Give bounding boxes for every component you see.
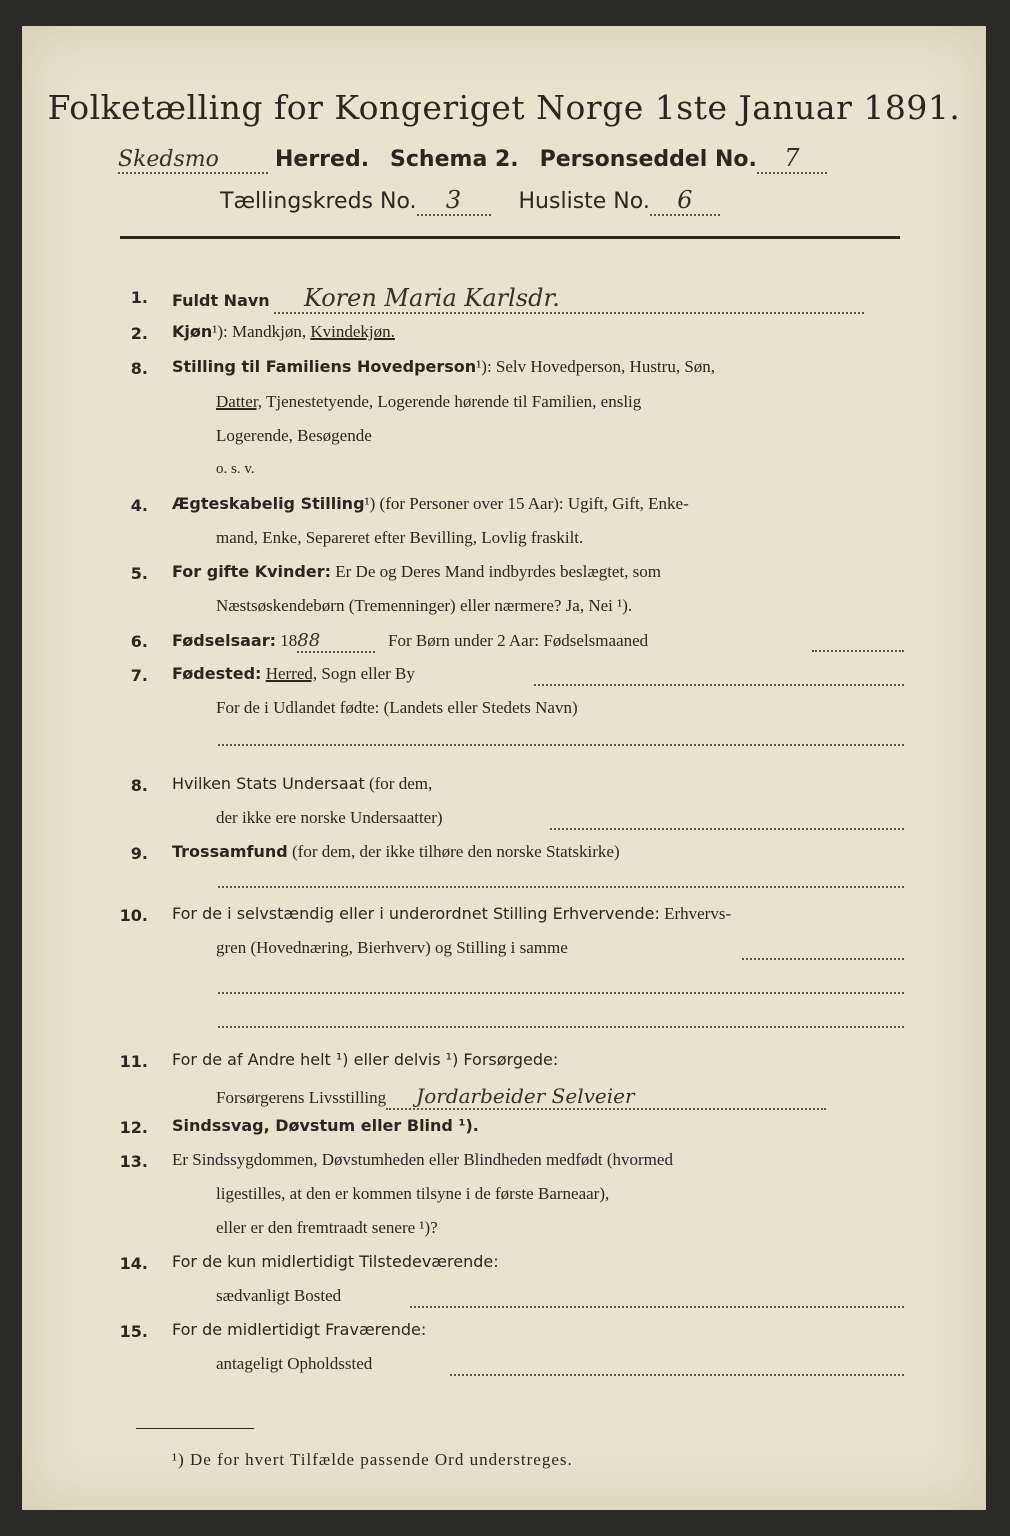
q11-label: For de af Andre helt ¹) eller delvis ¹) Forsørgede: (172, 1050, 559, 1069)
q6-year-prefix: 18 (276, 631, 298, 650)
q3-line-4: o. s. v. (216, 461, 255, 477)
q5-line-2: Næstsøskendebørn (Tremenninger) eller nærmere? Ja, Nei ¹). (216, 596, 633, 615)
personseddel-value: 7 (757, 144, 827, 174)
q5-line1-text: Er De og Deres Mand indbyrdes beslægtet, som (331, 562, 662, 581)
q8-field (550, 828, 904, 830)
q1-row (172, 284, 864, 314)
kreds-label: Tællingskreds No. (220, 189, 417, 214)
q12-number: 12. (119, 1118, 148, 1137)
q10-field-2 (218, 992, 904, 994)
q8-line-1 (172, 774, 432, 794)
q3-number: 8. (130, 359, 148, 378)
q2-selected-option: Kvindekjøn. (310, 322, 395, 341)
q8-line-2: der ikke ere norske Undersaatter) (216, 808, 443, 827)
q6-month-field (812, 650, 904, 652)
q14-number: 14. (119, 1254, 148, 1273)
q15-number: 15. (119, 1322, 148, 1341)
q7-rest: Sogn eller By (317, 664, 415, 683)
census-form-sheet (22, 26, 986, 1510)
q6-number: 6. (130, 632, 148, 651)
q11-line-1 (172, 1050, 558, 1070)
q5-number: 5. (130, 564, 148, 583)
q2-row (172, 322, 395, 342)
q6-row (172, 630, 648, 653)
q4-number: 4. (130, 496, 148, 515)
q14-line-1 (172, 1252, 499, 1272)
q13-line-3: eller er den fremtraadt senere ¹)? (216, 1218, 438, 1237)
q5-line-1 (172, 562, 661, 582)
q6-year-value: 88 (297, 630, 375, 653)
header-line-1 (118, 144, 827, 174)
q12-label: Sindssvag, Døvstum eller Blind ¹). (172, 1116, 479, 1135)
q7-number: 7. (130, 666, 148, 685)
q14-line-2: sædvanligt Bosted (216, 1286, 342, 1305)
q10-line-1 (172, 904, 731, 924)
q3-line-2 (216, 392, 641, 412)
q11-line2-label: Forsørgerens Livsstilling (216, 1088, 387, 1107)
q10-line1b: Erhvervs- (659, 904, 732, 923)
kreds-value: 3 (417, 186, 491, 216)
q8-number: 8. (130, 776, 148, 795)
q15-line-1 (172, 1320, 426, 1340)
q3-line-1 (172, 357, 715, 377)
q11-line-2 (216, 1084, 826, 1110)
q15-line-2: antageligt Opholdssted (216, 1354, 373, 1373)
q13-line-2: ligestilles, at den er kommen tilsyne i de første Barneaar), (216, 1184, 610, 1203)
form-title: Folketælling for Kongeriget Norge 1ste Januar 1891. (47, 88, 961, 127)
q14-label: For de kun midlertidigt Tilstedeværende: (172, 1252, 499, 1271)
husliste-label: Husliste No. (518, 189, 650, 214)
q10-number: 10. (119, 906, 148, 925)
q9-number: 9. (130, 844, 148, 863)
schema-label: Schema 2. (390, 147, 519, 172)
q1-number: 1. (130, 288, 148, 307)
q15-label: For de midlertidigt Fraværende: (172, 1320, 427, 1339)
q10-line-2: gren (Hovednæring, Bierhverv) og Stilling i samme (216, 938, 568, 957)
q4-line1-text: ¹) (for Personer over 15 Aar): Ugift, Gift, Enke- (364, 494, 689, 513)
husliste-value: 6 (650, 186, 720, 216)
q3-label: Stilling til Familiens Hovedperson (172, 357, 477, 376)
header-rule (120, 236, 900, 239)
q11-number: 11. (119, 1052, 148, 1071)
q5-label: For gifte Kvinder: (172, 562, 331, 581)
q7-line-1 (172, 664, 415, 684)
q6-rest: For Børn under 2 Aar: Fødselsmaaned (388, 631, 649, 650)
q7-foreign-field (218, 744, 904, 746)
q3-line-3: Logerende, Besøgende (216, 426, 372, 445)
q6-label: Fødselsaar: (172, 631, 276, 650)
q3-selected-option: Datter, (216, 392, 263, 411)
q3-line2-text: Tjenestetyende, Logerende hørende til Familien, enslig (262, 392, 642, 411)
q1-name-value: Koren Maria Karlsdr. (274, 284, 864, 314)
personseddel-label: Personseddel No. (539, 147, 757, 172)
q1-label: Fuldt Navn (172, 291, 270, 310)
q4-line-1 (172, 494, 689, 514)
q2-options: ¹): Mandkjøn, (212, 322, 311, 341)
q10-field-1 (742, 958, 904, 960)
q3-line1-text: ¹): Selv Hovedperson, Hustru, Søn, (476, 357, 716, 376)
q13-number: 13. (119, 1152, 148, 1171)
q13-line-1: Er Sindssygdommen, Døvstumheden eller Blindheden medfødt (hvormed (172, 1150, 673, 1169)
q2-label: Kjøn (172, 322, 213, 341)
q7-selected-option: Herred, (265, 664, 318, 683)
q9-field (218, 886, 904, 888)
q7-line-2: For de i Udlandet fødte: (Landets eller Stedets Navn) (216, 698, 578, 717)
herred-value: Skedsmo (118, 147, 268, 174)
q12-row (172, 1116, 479, 1136)
q14-field (410, 1306, 904, 1308)
header-line-2 (220, 186, 720, 216)
q9-label: Trossamfund (172, 842, 288, 861)
herred-label: Herred. (275, 147, 370, 172)
q2-number: 2. (130, 324, 148, 343)
q10-field-3 (218, 1026, 904, 1028)
q8-line1-text: (for dem, (364, 774, 433, 793)
q4-line-2: mand, Enke, Separeret efter Bevilling, Lovlig fraskilt. (216, 528, 584, 547)
q8-label: Hvilken Stats Undersaat (172, 774, 365, 793)
q15-field (450, 1374, 904, 1376)
footnote: ¹) De for hvert Tilfælde passende Ord understreges. (172, 1450, 573, 1469)
q9-line1-text: (for dem, der ikke tilhøre den norske Statskirke) (287, 842, 620, 861)
q4-label: Ægteskabelig Stilling (172, 494, 365, 513)
q7-place-field (534, 684, 904, 686)
q7-label: Fødested: (172, 664, 262, 683)
footnote-rule (136, 1428, 254, 1429)
q11-value: Jordarbeider Selveier (386, 1084, 826, 1110)
q10-label: For de i selvstændig eller i underordnet Stilling Erhvervende: (172, 904, 660, 923)
q9-line-1 (172, 842, 620, 862)
